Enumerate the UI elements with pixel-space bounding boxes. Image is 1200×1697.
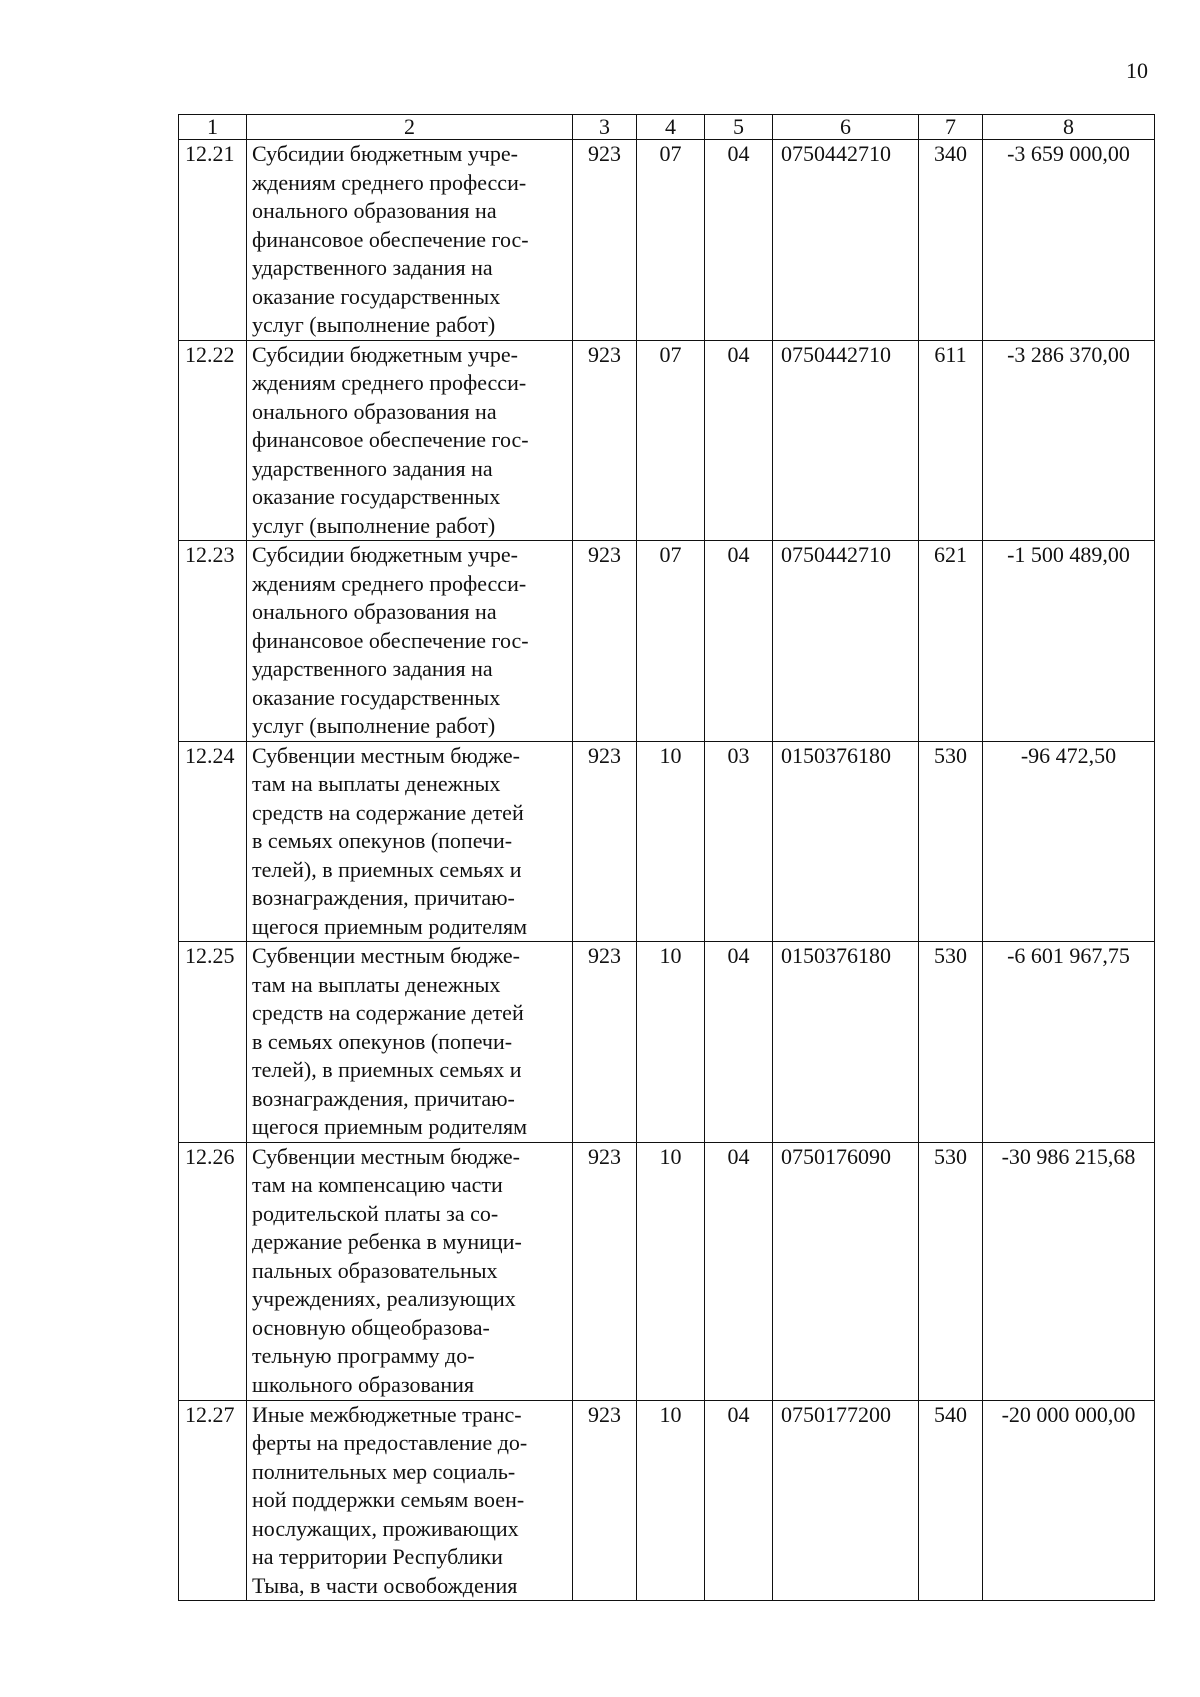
expense-type-code: 530 [919, 741, 983, 942]
subsection-code: 04 [705, 1400, 773, 1601]
target-article-code: 0750442710 [773, 340, 919, 541]
section-code: 07 [637, 541, 705, 742]
table-body [179, 140, 1155, 1601]
row-number: 12.21 [179, 140, 247, 341]
target-article-code: 0750176090 [773, 1142, 919, 1400]
subsection-code: 04 [705, 942, 773, 1143]
row-description: Субвенции местным бюдже- там на выплаты денежных средств на содержание детей в семьях опекунов (попечи- телей), в приемных семьях и вознаграждения, причитаю- щегося приемным родителям [247, 942, 573, 1143]
section-code: 07 [637, 140, 705, 341]
section-code: 10 [637, 1142, 705, 1400]
column-header-4: 4 [637, 115, 705, 140]
row-number: 12.22 [179, 340, 247, 541]
row-description: Субсидии бюджетным учре- ждениям среднего професси- онального образования на финансовое обеспечение гос- ударственного задания на оказание государственных услуг (выполнение работ) [247, 541, 573, 742]
subsection-code: 04 [705, 340, 773, 541]
row-number: 12.25 [179, 942, 247, 1143]
amount: -3 286 370,00 [983, 340, 1155, 541]
row-number: 12.26 [179, 1142, 247, 1400]
expense-type-code: 540 [919, 1400, 983, 1601]
section-code: 10 [637, 741, 705, 942]
subsection-code: 03 [705, 741, 773, 942]
subsection-code: 04 [705, 541, 773, 742]
target-article-code: 0750177200 [773, 1400, 919, 1601]
expense-type-code: 530 [919, 1142, 983, 1400]
target-article-code: 0150376180 [773, 741, 919, 942]
amount: -96 472,50 [983, 741, 1155, 942]
expense-type-code: 611 [919, 340, 983, 541]
subsection-code: 04 [705, 1142, 773, 1400]
row-number: 12.24 [179, 741, 247, 942]
row-description: Субсидии бюджетным учре- ждениям среднего професси- онального образования на финансовое обеспечение гос- ударственного задания на оказание государственных услуг (выполнение работ) [247, 140, 573, 341]
amount: -6 601 967,75 [983, 942, 1155, 1143]
page-number: 10 [1126, 58, 1148, 83]
amount: -30 986 215,68 [983, 1142, 1155, 1400]
column-header-5: 5 [705, 115, 773, 140]
target-article-code: 0750442710 [773, 541, 919, 742]
expense-type-code: 621 [919, 541, 983, 742]
section-code: 10 [637, 942, 705, 1143]
amount: -1 500 489,00 [983, 541, 1155, 742]
table-row [179, 942, 1155, 1143]
target-article-code: 0150376180 [773, 942, 919, 1143]
ministry-code: 923 [573, 140, 637, 341]
column-header-7: 7 [919, 115, 983, 140]
column-header-6: 6 [773, 115, 919, 140]
expense-type-code: 340 [919, 140, 983, 341]
budget-table [178, 114, 1155, 1601]
table-row [179, 741, 1155, 942]
subsection-code: 04 [705, 140, 773, 341]
table-row [179, 140, 1155, 341]
expense-type-code: 530 [919, 942, 983, 1143]
row-number: 12.23 [179, 541, 247, 742]
row-description: Субвенции местным бюдже- там на компенсацию части родительской платы за со- держание ребенка в муници- пальных образовательных учреждениях, реализующих основную общеобразова- тельную программу до- школьного образования [247, 1142, 573, 1400]
target-article-code: 0750442710 [773, 140, 919, 341]
amount: -3 659 000,00 [983, 140, 1155, 341]
row-description: Субвенции местным бюдже- там на выплаты денежных средств на содержание детей в семьях опекунов (попечи- телей), в приемных семьях и вознаграждения, причитаю- щегося приемным родителям [247, 741, 573, 942]
table-row [179, 1142, 1155, 1400]
amount: -20 000 000,00 [983, 1400, 1155, 1601]
column-header-3: 3 [573, 115, 637, 140]
row-description: Иные межбюджетные транс- ферты на предоставление до- полнительных мер социаль- ной поддержки семьям воен- нослужащих, проживающих на территории Республики Тыва, в части освобождения [247, 1400, 573, 1601]
ministry-code: 923 [573, 741, 637, 942]
row-number: 12.27 [179, 1400, 247, 1601]
ministry-code: 923 [573, 340, 637, 541]
header-row [179, 115, 1155, 140]
section-code: 07 [637, 340, 705, 541]
table-row [179, 541, 1155, 742]
table-row [179, 340, 1155, 541]
ministry-code: 923 [573, 1400, 637, 1601]
section-code: 10 [637, 1400, 705, 1601]
table-row [179, 1400, 1155, 1601]
ministry-code: 923 [573, 942, 637, 1143]
row-description: Субсидии бюджетным учре- ждениям среднего професси- онального образования на финансовое обеспечение гос- ударственного задания на оказание государственных услуг (выполнение работ) [247, 340, 573, 541]
column-header-8: 8 [983, 115, 1155, 140]
table-header [179, 115, 1155, 140]
column-header-2: 2 [247, 115, 573, 140]
column-header-1: 1 [179, 115, 247, 140]
ministry-code: 923 [573, 541, 637, 742]
ministry-code: 923 [573, 1142, 637, 1400]
